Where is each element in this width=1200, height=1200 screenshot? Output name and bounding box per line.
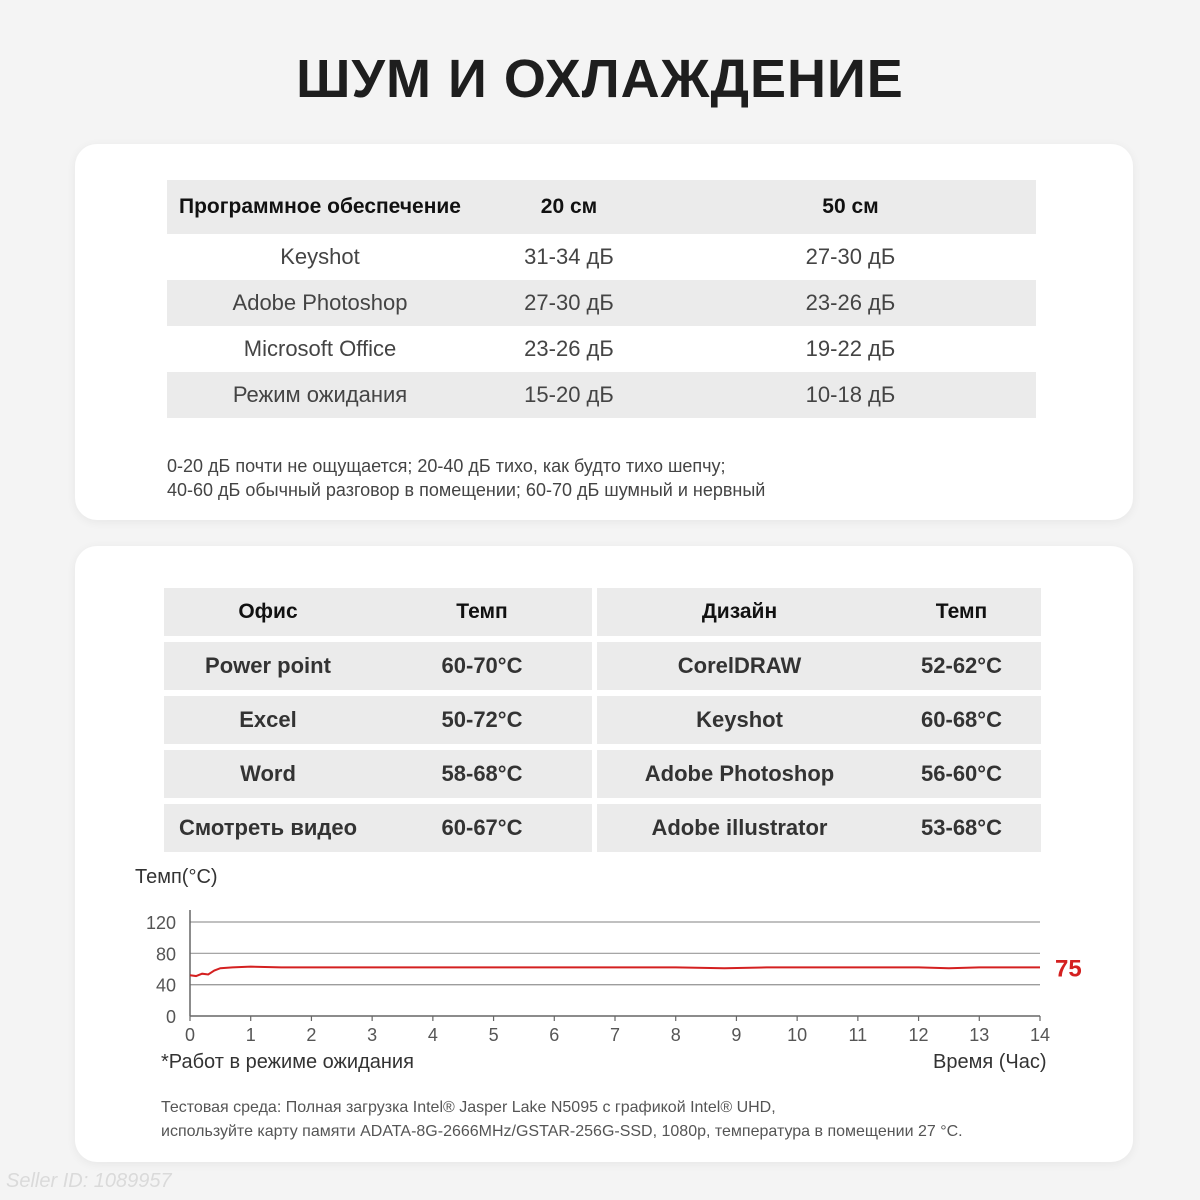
x-tick-label: 12 [908, 1025, 929, 1045]
noise-card [75, 144, 1133, 520]
y-tick-label: 120 [145, 913, 176, 933]
table-row [167, 234, 1036, 280]
y-tick-label: 80 [155, 944, 176, 965]
design-app: Adobe illustrator [597, 804, 882, 852]
noise-note [167, 454, 765, 502]
table-row [164, 696, 592, 744]
x-tick-label: 2 [306, 1025, 317, 1045]
noise-header-row [167, 180, 1036, 234]
noise-cell: Режим ожидания [232, 382, 408, 407]
noise-cell: Microsoft Office [243, 336, 397, 361]
office-temp: 58-68°C [372, 750, 592, 798]
noise-cell: 27-30 дБ [805, 244, 896, 269]
temperature-line-chart [135, 896, 1095, 1046]
noise-cell: 27-30 дБ [524, 290, 614, 315]
noise-cell: 10-18 дБ [805, 382, 896, 407]
design-temp: 52-62°C [882, 642, 1041, 690]
x-tick-label: 5 [488, 1025, 499, 1045]
office-temp: 50-72°C [372, 696, 592, 744]
noise-table [167, 180, 1036, 418]
x-tick-label: 4 [427, 1025, 438, 1045]
noise-cell: 23-26 дБ [805, 290, 896, 315]
office-header-row [164, 588, 592, 636]
x-tick-label: 1 [245, 1025, 256, 1045]
noise-cell: 15-20 дБ [524, 382, 614, 407]
design-app: Adobe Photoshop [597, 750, 882, 798]
design-header-row [597, 588, 1041, 636]
temperature-card [75, 546, 1133, 1162]
design-temp: 56-60°C [882, 750, 1041, 798]
table-row [597, 750, 1041, 798]
noise-cell: Adobe Photoshop [232, 290, 408, 315]
noise-cell: Keyshot [280, 244, 360, 269]
office-temp: 60-70°C [372, 642, 592, 690]
design-header-name: Дизайн [597, 588, 882, 636]
office-temp-table [164, 582, 592, 858]
table-row [597, 642, 1041, 690]
office-header-name: Офис [164, 588, 372, 636]
office-app: Power point [164, 642, 372, 690]
env-note-line: Тестовая среда: Полная загрузка Intel® Jasper Lake N5095 с графикой Intel® UHD, [161, 1099, 776, 1116]
table-row [167, 372, 1036, 418]
table-row [164, 642, 592, 690]
table-row [167, 280, 1036, 326]
x-tick-label: 10 [787, 1025, 808, 1045]
design-temp: 60-68°C [882, 696, 1041, 744]
design-app: CorelDRAW [597, 642, 882, 690]
env-note-line: используйте карту памяти ADATA-8G-2666MHz/GSTAR-256G-SSD, 1080p, температура в помещении 27 °C. [161, 1123, 963, 1140]
x-tick-label: 3 [367, 1025, 378, 1045]
noise-header-20cm: 20 см [540, 195, 598, 218]
noise-cell: 23-26 дБ [524, 336, 614, 361]
x-tick-label: 9 [731, 1025, 742, 1045]
x-tick-label: 0 [184, 1025, 196, 1045]
test-environment-note [161, 1096, 963, 1144]
temperature-series-line [190, 967, 1040, 976]
chart-note: *Работ в режиме ожидания [161, 1051, 414, 1073]
x-tick-label: 14 [1029, 1025, 1051, 1045]
x-tick-label: 11 [848, 1025, 868, 1045]
x-tick-label: 6 [549, 1025, 560, 1045]
noise-header-50cm: 50 см [822, 195, 879, 218]
noise-note-line: 40-60 дБ обычный разговор в помещении; 60-70 дБ шумный и нервный [167, 480, 766, 500]
office-temp: 60-67°C [372, 804, 592, 852]
noise-cell: 31-34 дБ [524, 244, 614, 269]
office-app: Excel [164, 696, 372, 744]
y-tick-label: 0 [165, 1007, 176, 1027]
x-tick-label: 13 [969, 1025, 990, 1045]
table-row [597, 804, 1041, 852]
table-row [164, 750, 592, 798]
x-tick-label: 7 [609, 1025, 621, 1045]
table-row [164, 804, 592, 852]
noise-note-line: 0-20 дБ почти не ощущается; 20-40 дБ тихо, как будто тихо шепчу; [167, 456, 726, 476]
chart-x-axis-label: Время (Час) [933, 1051, 1047, 1073]
seller-watermark: Seller ID: 1089957 [6, 1170, 172, 1192]
design-app: Keyshot [597, 696, 882, 744]
table-row [167, 326, 1036, 372]
design-temp-table [597, 582, 1041, 858]
design-temp: 53-68°C [882, 804, 1041, 852]
noise-cell: 19-22 дБ [805, 336, 896, 361]
office-app: Смотреть видео [164, 804, 372, 852]
office-app: Word [164, 750, 372, 798]
design-header-temp: Темп [882, 588, 1041, 636]
x-tick-label: 8 [670, 1025, 681, 1045]
office-header-temp: Темп [372, 588, 592, 636]
end-value-label: 75 [1055, 955, 1082, 983]
noise-header-software: Программное обеспечение [179, 195, 461, 218]
page-title: ШУМ И ОХЛАЖДЕНИЕ [296, 49, 904, 109]
table-row [597, 696, 1041, 744]
y-tick-label: 40 [155, 975, 176, 996]
chart-y-axis-label: Темп(°C) [135, 866, 218, 888]
